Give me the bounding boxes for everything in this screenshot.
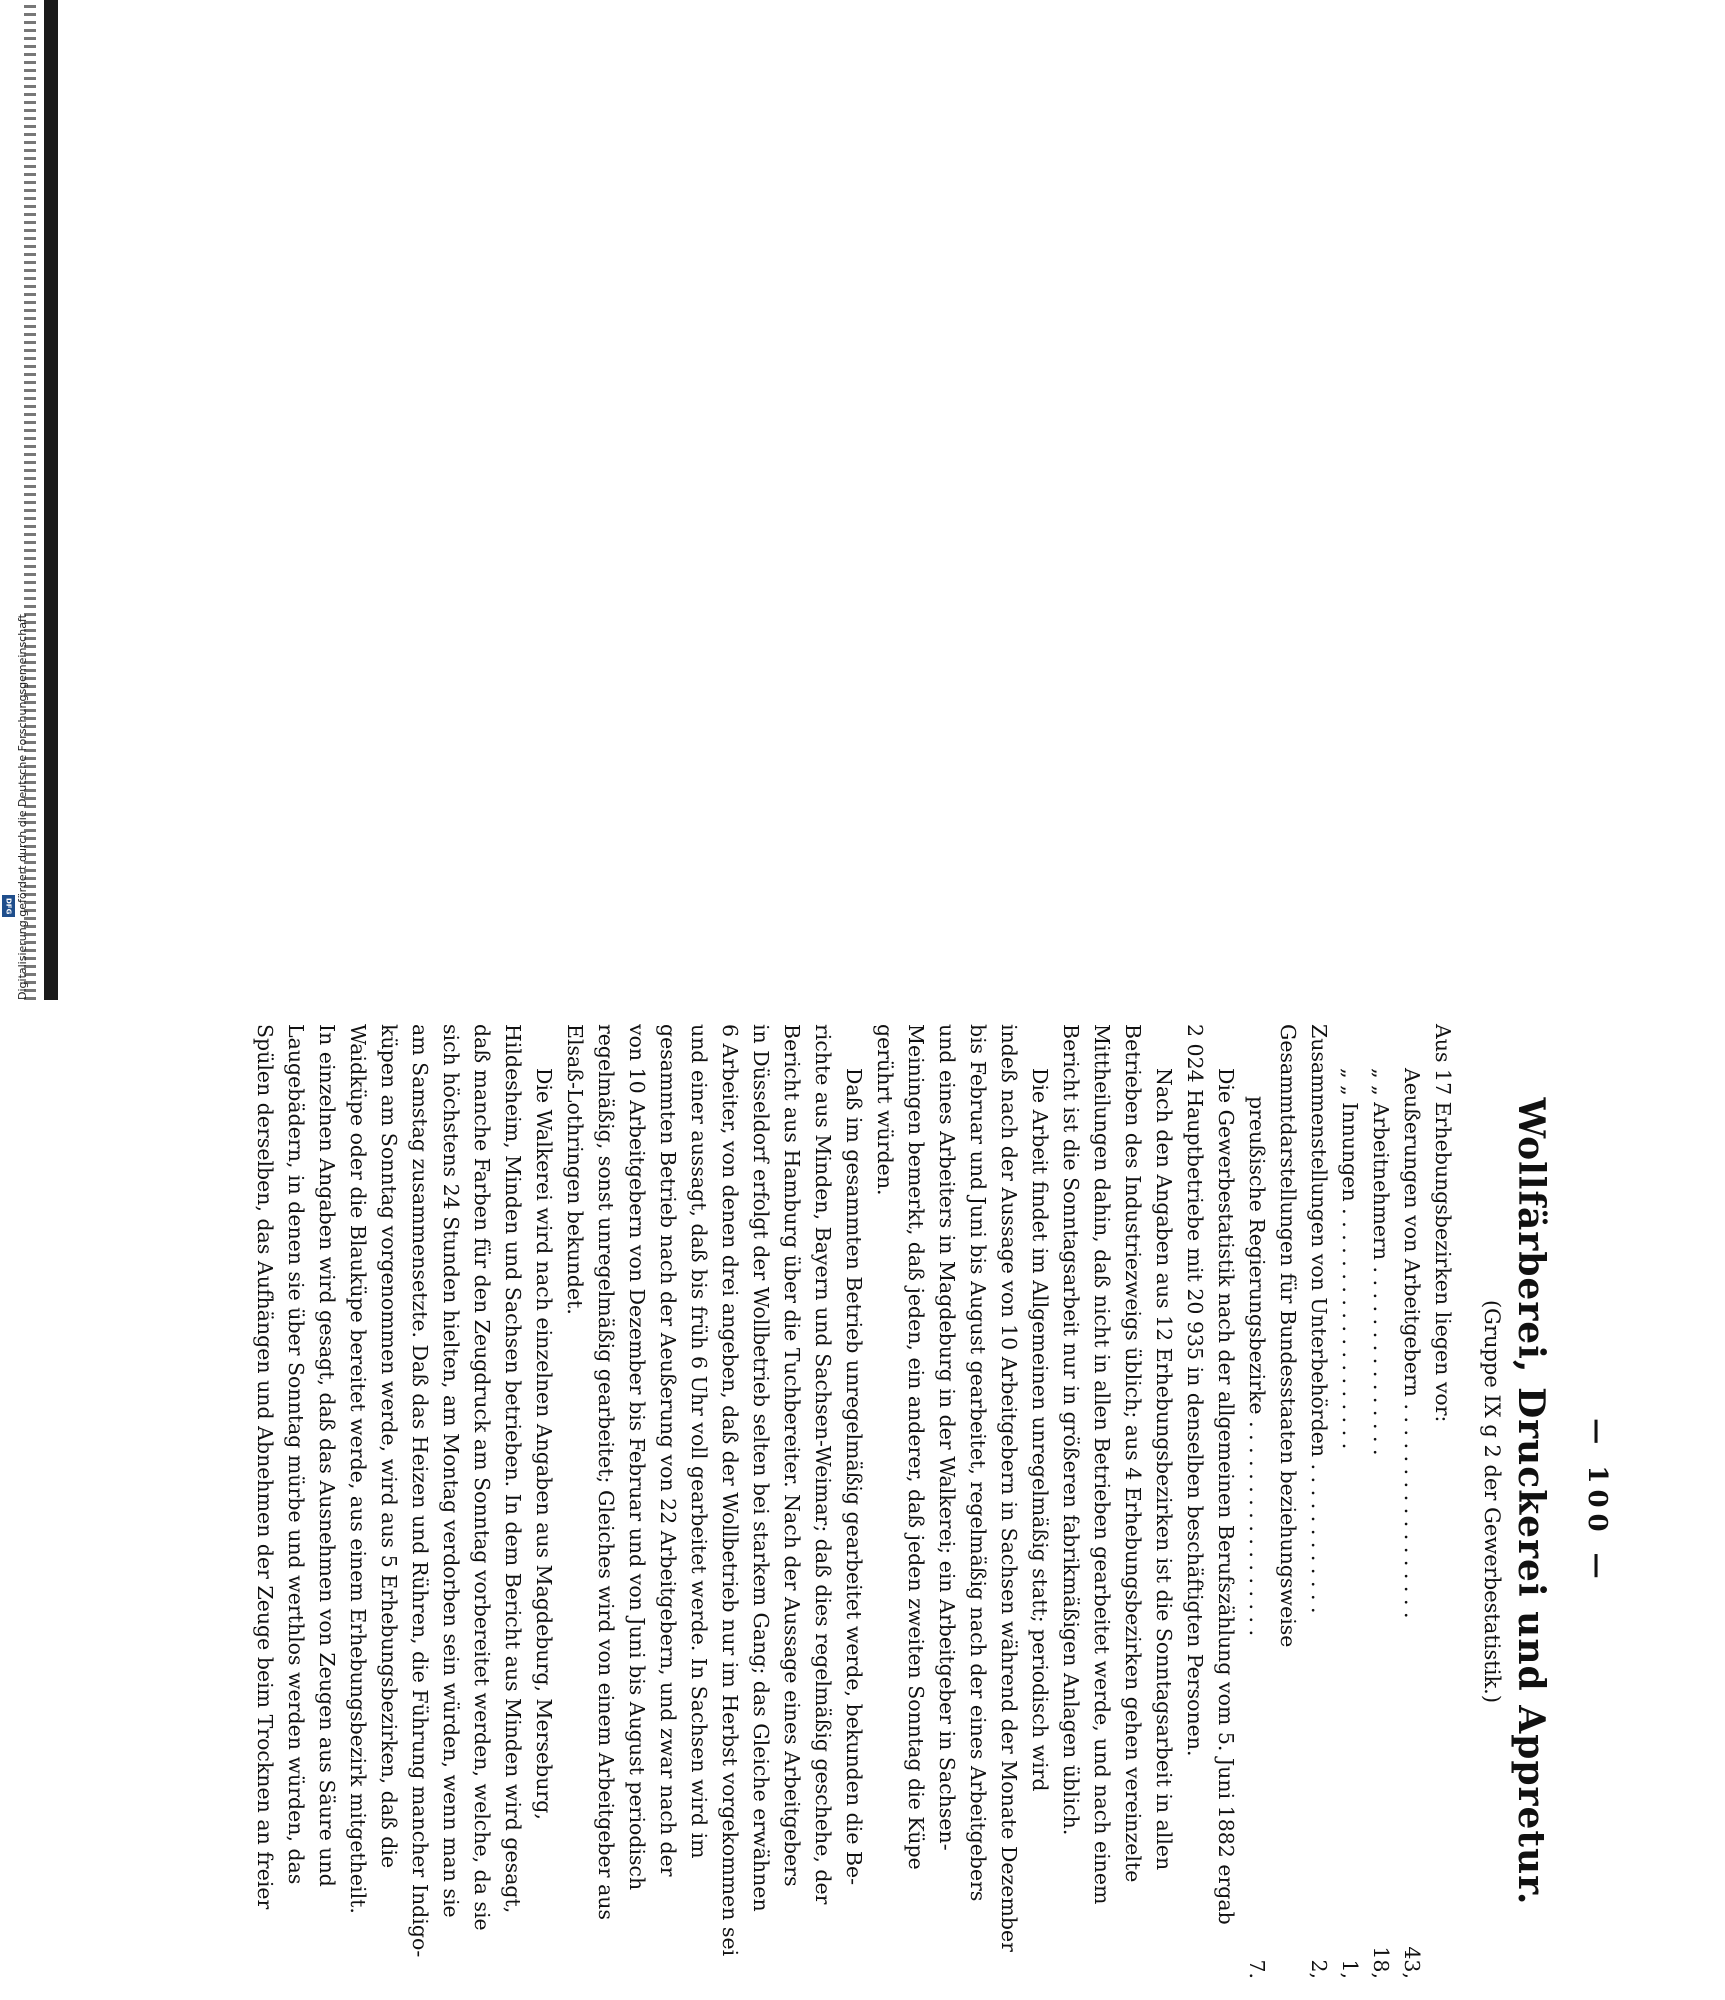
listing-row [1241, 1024, 1272, 1979]
listing-row-value: 2, [1307, 1959, 1331, 1979]
text-line: Die Walkerei wird nach einzelnen Angaben aus Magdeburg, Merseburg, [532, 1068, 556, 1820]
listing-row-value: 7. [1245, 1959, 1269, 1979]
text-line: Mittheilungen dahin, daß nicht in allen Betrieben gearbeitet werde, und nach einem [1090, 1024, 1114, 1905]
listing-row-label: „ „ Innungen . . . . . . . . . . . . . . . . . . . [1338, 1068, 1362, 1450]
listing-row-value: 1, [1338, 1959, 1362, 1979]
paragraph [1055, 1024, 1179, 1979]
document-page [82, 1000, 1642, 2000]
scan-edge-rule [44, 0, 58, 1000]
text-line: richte aus Minden, Bayern und Sachsen-Weimar; daß dies regelmäßig geschehe, der [811, 1024, 835, 1905]
text-line: Daß im gesammten Betrieb unregelmäßig gearbeitet werde, bekunden die Be- [842, 1068, 866, 1886]
text-line: gerührt würden. [873, 1024, 897, 1196]
sources-listing [1241, 1024, 1458, 1979]
text-line: 2 024 Hauptbetriebe mit 20 935 in denselben beschäftigten Personen. [1183, 1024, 1207, 1757]
text-line: Die Gewerbestatistik nach der allgemeinen Berufszählung vom 5. Juni 1882 ergab [1214, 1068, 1238, 1925]
text-line: Bericht ist die Sonntagsarbeit nur in größeren fabrikmäßigen Anlagen üblich. [1059, 1024, 1083, 1836]
text-line: Die Arbeit findet im Allgemeinen unregelmäßig statt; periodisch wird [1028, 1068, 1052, 1792]
text-line: Nach den Angaben aus 12 Erhebungsbezirken ist die Sonntagsarbeit in allen [1152, 1068, 1176, 1871]
text-line: und eines Arbeiters in Magdeburg in der Walkerei; ein Arbeitgeber in Sachsen- [935, 1024, 959, 1851]
text-line: 6 Arbeiter, von denen drei angeben, daß der Wollbetrieb nur im Herbst vorgekommen sei [718, 1024, 742, 1957]
listing-row-value: 18, [1369, 1946, 1393, 1979]
paragraph [249, 1024, 559, 1979]
text-line: und einer aussagt, daß bis früh 6 Uhr voll gearbeitet werde. In Sachsen wird im [687, 1024, 711, 1859]
text-line: Hildesheim, Minden und Sachsen betrieben. In dem Bericht aus Minden wird gesagt, [501, 1024, 525, 1914]
text-line: bis Februar und Juni bis August gearbeitet, regelmäßig nach der eines Arbeitgebers [966, 1024, 990, 1902]
dfg-logo: DFG [2, 895, 15, 917]
listing-row [1334, 1024, 1365, 1979]
listing-row-label: Zusammenstellungen von Unterbehörden . . . . . . . . . . . . [1307, 1024, 1331, 1614]
text-line: indeß nach der Aussage von 10 Arbeitgebern in Sachsen während der Monate Dezember [997, 1024, 1021, 1952]
listing-row [1396, 1024, 1427, 1979]
page-title: Wollfärberei, Druckerei und Appretur. [1510, 1097, 1552, 1906]
text-line: Betrieben des Industriezweigs üblich; aus 4 Erhebungsbezirken gehen vereinzelte [1121, 1024, 1145, 1883]
digitization-credit: Digitalisierung gefördert durch die Deutsche Forschungsgemeinschaft [16, 614, 29, 1000]
text-line: Meiningen bemerkt, daß jeden, ein anderer, daß jeden zweiten Sonntag die Küpe [904, 1024, 928, 1870]
text-line: Elsaß-Lothringen bekundet. [563, 1024, 587, 1315]
text-line: regelmäßig, sonst unregelmäßig gearbeitet; Gleiches wird von einem Arbeitgeber aus [594, 1024, 618, 1921]
listing-row-label: preußische Regierungsbezirke . . . . . . . . . . . . . . . . . [1245, 1096, 1269, 1637]
text-line: von 10 Arbeitgebern von Dezember bis Februar und von Juni bis August periodisch [625, 1024, 649, 1891]
text-line: In einzelnen Angaben wird gesagt, daß das Ausnehmen von Zeugen aus Säure und [315, 1024, 339, 1887]
body-text [249, 1024, 1241, 1979]
text-line: Bericht aus Hamburg über die Tuchbereiter. Nach der Aussage eines Arbeitgebers [780, 1024, 804, 1887]
text-line: Spülen derselben, das Aufhängen und Abnehmen der Zeuge beim Trocknen an freier [253, 1024, 277, 1910]
text-line: gesammten Betrieb nach der Aeußerung von 22 Arbeitgebern, und zwar nach der [656, 1024, 680, 1877]
page-subtitle: (Gruppe IX g 2 der Gewerbestatistik.) [1480, 1299, 1504, 1704]
scan-margin [0, 0, 82, 1000]
text-line: küpen am Sonntag vorgenommen werde, wird aus 5 Erhebungsbezirken, daß die [377, 1024, 401, 1869]
page-content [249, 1024, 1612, 1979]
page-number: — 100 — [1582, 1418, 1612, 1585]
text-line: Laugebädern, in denen sie über Sonntag mürbe und werthlos werden würden, das [284, 1024, 308, 1885]
text-line: daß manche Farben für den Zeugdruck am Sonntag vorbereitet werden, welche, da sie [470, 1024, 494, 1931]
listing-row [1365, 1024, 1396, 1979]
text-line: in Düsseldorf erfolgt der Wollbetrieb selten bei starkem Gang; das Gleiche erwähnen [749, 1024, 773, 1912]
text-line: sich höchstens 24 Stunden hielten, am Montag verdorben sein würden, wenn man sie [439, 1024, 463, 1918]
text-line: am Samstag zusammensetzte. Daß das Heizen und Rühren, die Führung mancher Indigo- [408, 1024, 432, 1958]
listing-row-label: Gesammtdarstellungen für Bundesstaaten beziehungsweise [1276, 1024, 1300, 1648]
paragraph [559, 1024, 869, 1979]
paragraph [1179, 1024, 1241, 1979]
listing-row-label: Aeußerungen von Arbeitgebern . . . . . . . . . . . . . . . . . [1400, 1068, 1424, 1619]
listing-row [1303, 1024, 1334, 1979]
listing-row-label: „ „ Arbeitnehmern . . . . . . . . . . . . . . . [1369, 1068, 1393, 1456]
paragraph [869, 1024, 1055, 1979]
listing-row-value: 43, [1400, 1946, 1424, 1979]
listing-intro: Aus 17 Erhebungsbezirken liegen vor: [1431, 1024, 1455, 1423]
listing-row [1272, 1024, 1303, 1979]
text-line: Waidküpe oder die Blauküpe bereitet werde, aus einem Erhebungsbezirk mitgetheilt. [346, 1024, 370, 1914]
